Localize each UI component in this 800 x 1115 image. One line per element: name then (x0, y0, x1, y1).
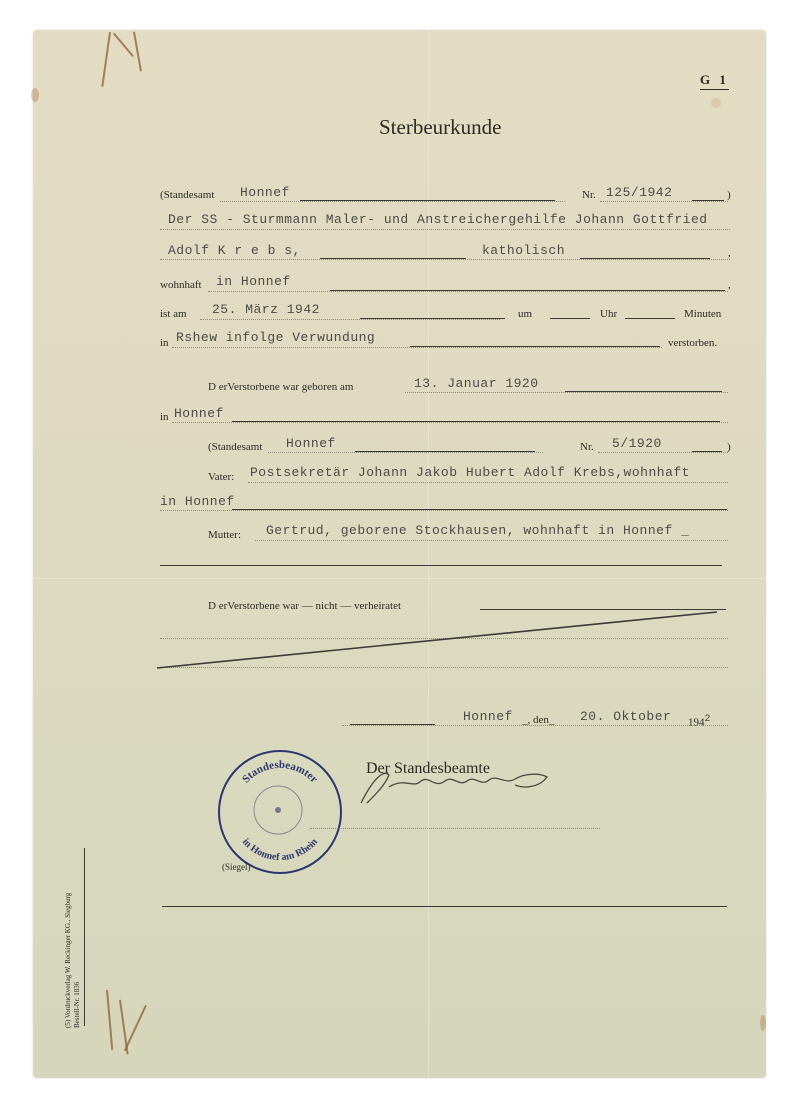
registry-fill-line (300, 200, 555, 201)
signature-dotted-line (310, 828, 600, 829)
birth-place-fill-line (232, 421, 720, 422)
death-place: Rshew infolge Verwundung (176, 330, 376, 345)
birth-nr-fill-line (692, 451, 722, 452)
father-line-1: Postsekretär Johann Jakob Hubert Adolf Krebs,wohnhaft (250, 465, 690, 480)
rust-stain-spot (760, 1015, 766, 1031)
issue-date: 20. Oktober (580, 709, 672, 724)
verstorben-label: verstorben. (668, 337, 718, 349)
mother-value: Gertrud, geborene Stockhausen, wohnhaft in Honnef _ (266, 523, 690, 538)
birth-intro (208, 381, 353, 393)
mother-dotted-line (255, 540, 728, 541)
registry-close: ) (727, 189, 731, 201)
registry-label: (Standesamt (160, 189, 215, 201)
seal-text-ring (218, 750, 338, 870)
deceased-religion: katholisch (482, 243, 566, 258)
father-line-2: in Honnef (160, 494, 235, 509)
father-fill-line (232, 509, 727, 510)
birth-date-dotted-line (405, 392, 728, 393)
comma: , (728, 279, 731, 291)
um-label: um (518, 308, 533, 320)
uhr-label: Uhr (600, 308, 618, 320)
stain-spot (711, 98, 721, 108)
issue-year-typed: 2 (704, 714, 712, 725)
svg-text:in Honnef am Rhein: in Honnef am Rhein (240, 836, 320, 864)
issue-year (688, 714, 711, 729)
residence-label: wohnhaft (160, 279, 202, 291)
death-place-label: in (160, 337, 169, 349)
religion-fill-line (580, 258, 710, 259)
father-label: Vater: (208, 471, 235, 483)
father-dotted-line-2 (160, 510, 728, 511)
issue-year-printed: 194 (688, 716, 705, 729)
father-dotted-line (248, 482, 728, 483)
den-label: , den (527, 714, 549, 726)
birth-registry-close: ) (727, 441, 731, 453)
issue-place: Honnef (463, 709, 513, 724)
strike-through-line (155, 605, 730, 675)
deceased-dotted-line-2 (160, 259, 730, 260)
issue-fill-line (350, 724, 435, 725)
fold-line-horizontal (33, 578, 766, 579)
birth-registry-label: (Standesamt (208, 441, 263, 453)
bottom-rule (162, 906, 727, 907)
rust-stain-mark (133, 32, 142, 72)
fold-line-vertical (428, 30, 429, 1078)
deceased-dotted-line-1 (160, 229, 730, 230)
minutes-fill-line (625, 318, 675, 319)
death-place-dotted-line (172, 347, 662, 348)
registry-office: Honnef (240, 185, 290, 200)
printer-imprint-line-1: (5) Vordruckverlag W. Reckinger KG., Siegburg (64, 892, 72, 1028)
birth-registry-fill-line (355, 451, 535, 452)
birth-place-label: in (160, 411, 169, 423)
marital-prefix: D er (208, 600, 228, 612)
registry-nr-value: 125/1942 (606, 185, 673, 200)
rust-stain-spot (31, 88, 39, 102)
comma: , (728, 247, 731, 259)
birth-registry-office: Honnef (286, 436, 336, 451)
marital-text: Verstorbene war — nicht — verheiratet (227, 600, 402, 612)
seal-label: (Siegel) (222, 862, 251, 872)
registry-dotted-line (220, 201, 565, 202)
svg-text:Standesbeamter: Standesbeamter (240, 758, 320, 786)
birth-nr-label: Nr. (580, 441, 594, 453)
registry-nr-label: Nr. (582, 189, 596, 201)
birth-nr-value: 5/1920 (612, 436, 662, 451)
residence-value: in Honnef (216, 274, 291, 289)
death-place-fill-line (410, 346, 660, 347)
residence-dotted-line (208, 291, 728, 292)
document-title: Sterbeurkunde (379, 115, 502, 139)
printer-imprint-line-2: Bestell-Nr. 1836 (73, 981, 81, 1028)
birth-registry-dotted-line (268, 452, 543, 453)
birth-nr-dotted-line (598, 452, 728, 453)
hour-fill-line (550, 318, 590, 319)
rust-stain-mark (106, 990, 113, 1050)
issue-den-label: _, den_ (522, 714, 555, 726)
birth-date-fill-line (565, 391, 722, 392)
official-seal (218, 750, 342, 874)
death-date-fill-line (360, 318, 505, 319)
mother-label: Mutter: (208, 529, 241, 541)
rust-stain-mark (101, 32, 111, 87)
signatory-title: Der Standesbeamte (366, 760, 490, 777)
birth-place-dotted-line (172, 422, 728, 423)
death-date-label: ist am (160, 308, 187, 320)
deceased-name: Adolf K r e b s, (168, 243, 301, 258)
registry-nr-dotted-line (600, 201, 728, 202)
birth-date: 13. Januar 1920 (414, 376, 539, 391)
birth-intro-label: Verstorbene war geboren am (227, 381, 354, 393)
deceased-fill-line (320, 258, 466, 259)
residence-fill-line (330, 290, 725, 291)
registry-nr-fill-line (692, 200, 724, 201)
rust-stain-mark (113, 33, 134, 57)
birth-place: Honnef (174, 406, 224, 421)
birth-intro-prefix: D er (208, 381, 228, 393)
form-code: G 1 (700, 72, 729, 90)
rust-stain-mark (124, 1005, 147, 1051)
deceased-line-1: Der SS - Sturmmann Maler- und Anstreichergehilfe Johann Gottfried (168, 212, 708, 227)
imprint-rule (84, 848, 85, 1026)
mother-fill-line (160, 565, 722, 566)
handwritten-signature (355, 765, 565, 810)
death-date-dotted-line (200, 319, 500, 320)
minuten-label: Minuten (684, 308, 722, 320)
death-date: 25. März 1942 (212, 302, 320, 317)
